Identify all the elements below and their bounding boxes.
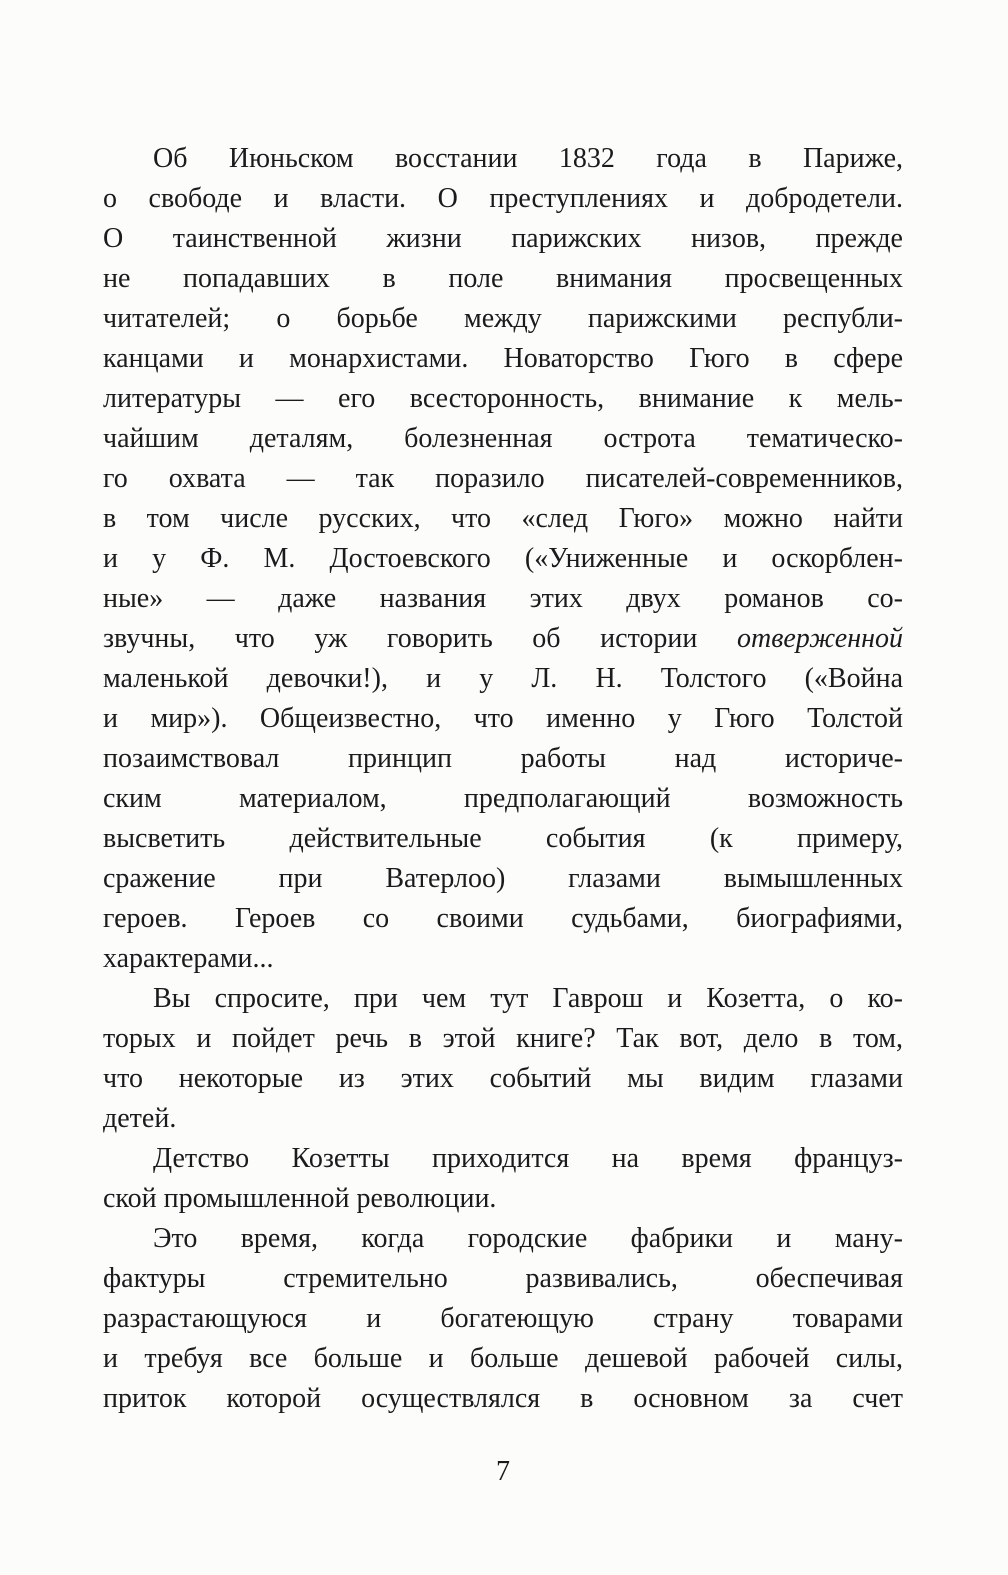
text-run: маленькой девочки!), и у Л. Н. Толстого («Война	[103, 663, 903, 694]
text-line	[103, 379, 903, 419]
text-line	[103, 619, 903, 659]
text-run: не попадавших в поле внимания просвещенных	[103, 263, 903, 294]
text-line	[103, 699, 903, 739]
text-run: фактуры стремительно развивались, обеспечивая	[103, 1263, 903, 1294]
text-run: детей.	[103, 1103, 177, 1134]
text-run: разрастающуюся и богатеющую страну товарами	[103, 1303, 903, 1334]
text-run: в том числе русских, что «след Гюго» можно найти	[103, 503, 903, 534]
text-line	[103, 539, 903, 579]
text-line	[103, 1019, 903, 1059]
text-line	[103, 339, 903, 379]
text-run: приток которой осуществлялся в основном за счет	[103, 1383, 903, 1414]
text-run: чайшим деталям, болезненная острота тематическо-	[103, 423, 903, 454]
text-line	[103, 1059, 903, 1099]
text-line	[103, 1179, 903, 1219]
text-line	[103, 979, 903, 1019]
text-run: го охвата — так поразило писателей-современников,	[103, 463, 903, 494]
text-line	[103, 779, 903, 819]
text-run: высветить действительные события (к примеру,	[103, 823, 903, 854]
text-line	[103, 1299, 903, 1339]
text-run: позаимствовал принцип работы над историче-	[103, 743, 903, 774]
text-run: что некоторые из этих событий мы видим глазами	[103, 1063, 903, 1094]
text-run: Об Июньском восстании 1832 года в Париже,	[153, 143, 903, 174]
text-line	[103, 1099, 903, 1139]
text-line	[103, 259, 903, 299]
text-run: и мир»). Общеизвестно, что именно у Гюго Толстой	[103, 703, 903, 734]
text-run: и у Ф. М. Достоевского («Униженные и оскорблен-	[103, 543, 903, 574]
text-line	[103, 739, 903, 779]
text-run: о свободе и власти. О преступлениях и добродетели.	[103, 183, 903, 214]
text-run: сражение при Ватерлоо) глазами вымышленных	[103, 863, 903, 894]
text-line	[103, 299, 903, 339]
text-line	[103, 859, 903, 899]
text-run: читателей; о борьбе между парижскими республи-	[103, 303, 903, 334]
text-run: О таинственной жизни парижских низов, прежде	[103, 223, 903, 254]
text-run: характерами...	[103, 943, 274, 974]
text-run: и требуя все больше и больше дешевой рабочей силы,	[103, 1343, 903, 1374]
text-line	[103, 419, 903, 459]
text-run: ные» — даже названия этих двух романов со-	[103, 583, 903, 614]
text-run: торых и пойдет речь в этой книге? Так вот, дело в том,	[103, 1023, 903, 1054]
text-line	[103, 139, 903, 179]
text-run: звучны, что уж говорить об истории	[103, 623, 737, 654]
text-run: литературы — его всесторонность, внимание к мель-	[103, 383, 903, 414]
text-run: канцами и монархистами. Новаторство Гюго в сфере	[103, 343, 903, 374]
text-line	[103, 579, 903, 619]
text-run: Вы спросите, при чем тут Гаврош и Козетта, о ко-	[153, 983, 903, 1014]
page-number: 7	[496, 1456, 510, 1487]
body-text	[103, 139, 903, 1419]
text-line	[103, 659, 903, 699]
text-run: ской промышленной революции.	[103, 1183, 497, 1214]
text-line	[103, 1339, 903, 1379]
text-line	[103, 499, 903, 539]
text-line	[103, 899, 903, 939]
text-line	[103, 1139, 903, 1179]
text-line	[103, 939, 903, 979]
text-line	[103, 1219, 903, 1259]
text-run: Это время, когда городские фабрики и ману-	[153, 1223, 903, 1254]
text-line	[103, 819, 903, 859]
text-run: ским материалом, предполагающий возможность	[103, 783, 903, 814]
text-run: Детство Козетты приходится на время француз-	[153, 1143, 903, 1174]
text-line	[103, 179, 903, 219]
italic-text-run: отверженной	[737, 623, 903, 654]
text-line	[103, 1259, 903, 1299]
text-line	[103, 1379, 903, 1419]
text-line	[103, 459, 903, 499]
text-run: героев. Героев со своими судьбами, биографиями,	[103, 903, 903, 934]
text-line	[103, 219, 903, 259]
